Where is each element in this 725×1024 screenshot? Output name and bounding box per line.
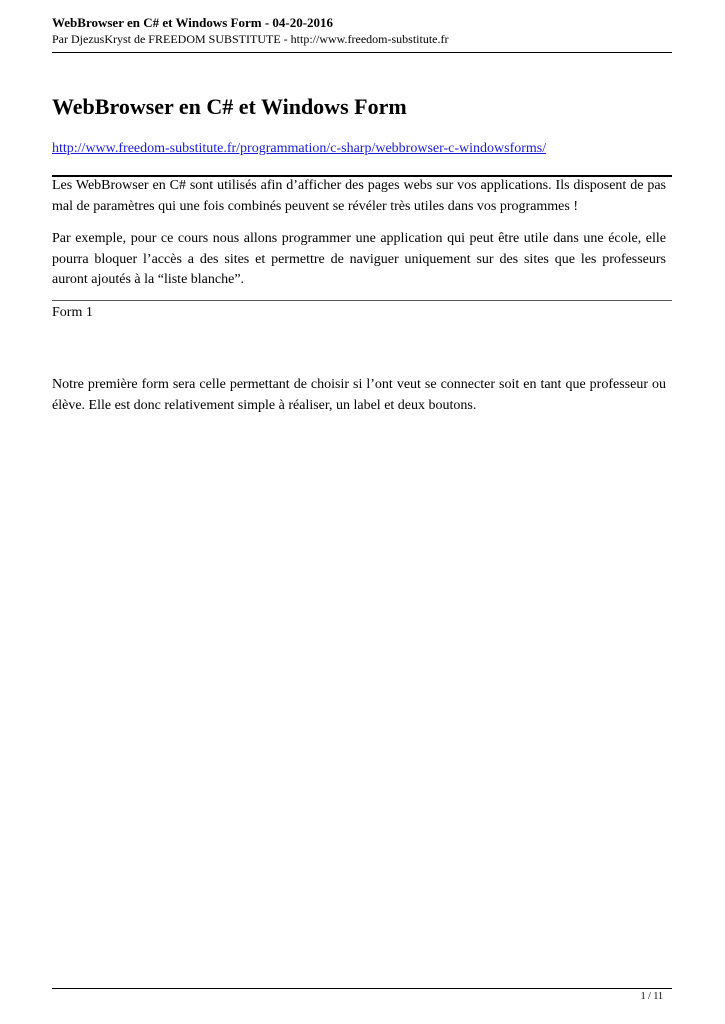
example-paragraph: Par exemple, pour ce cours nous allons programmer une application qui peut être utile dans une école, elle pourra bloquer l’accès a des sites et permettre de naviguer uniquement sur des sites que les professeurs auront ajoutés à la “liste blanche”. <box>52 231 666 287</box>
header-divider <box>52 52 672 53</box>
page-header <box>52 15 672 47</box>
intro-paragraph: Les WebBrowser en C# sont utilisés afin d’afficher des pages webs sur vos applications. Ils disposent de pas mal de paramètres qui une fois combinés peuvent se révéler très utiles dans vos programmes ! <box>52 178 666 214</box>
section-divider <box>52 300 672 301</box>
header-byline: Par DjezusKryst de FREEDOM SUBSTITUTE - http://www.freedom-substitute.fr <box>52 32 449 46</box>
header-title: WebBrowser en C# et Windows Form - 04-20-2016 <box>52 15 334 30</box>
section-label-form1: Form 1 <box>52 305 93 320</box>
footer-divider <box>52 988 672 989</box>
source-link[interactable]: http://www.freedom-substitute.fr/programmation/c-sharp/webbrowser-c-windowsforms/ <box>52 141 547 156</box>
article-title: WebBrowser en C# et Windows Form <box>52 94 407 119</box>
page-number: 1 / 11 <box>640 991 663 1002</box>
form1-paragraph: Notre première form sera celle permettant de choisir si l’ont veut se connecter soit en tant que professeur ou élève. Elle est donc relativement simple à réaliser, un label et deux boutons. <box>52 377 666 413</box>
